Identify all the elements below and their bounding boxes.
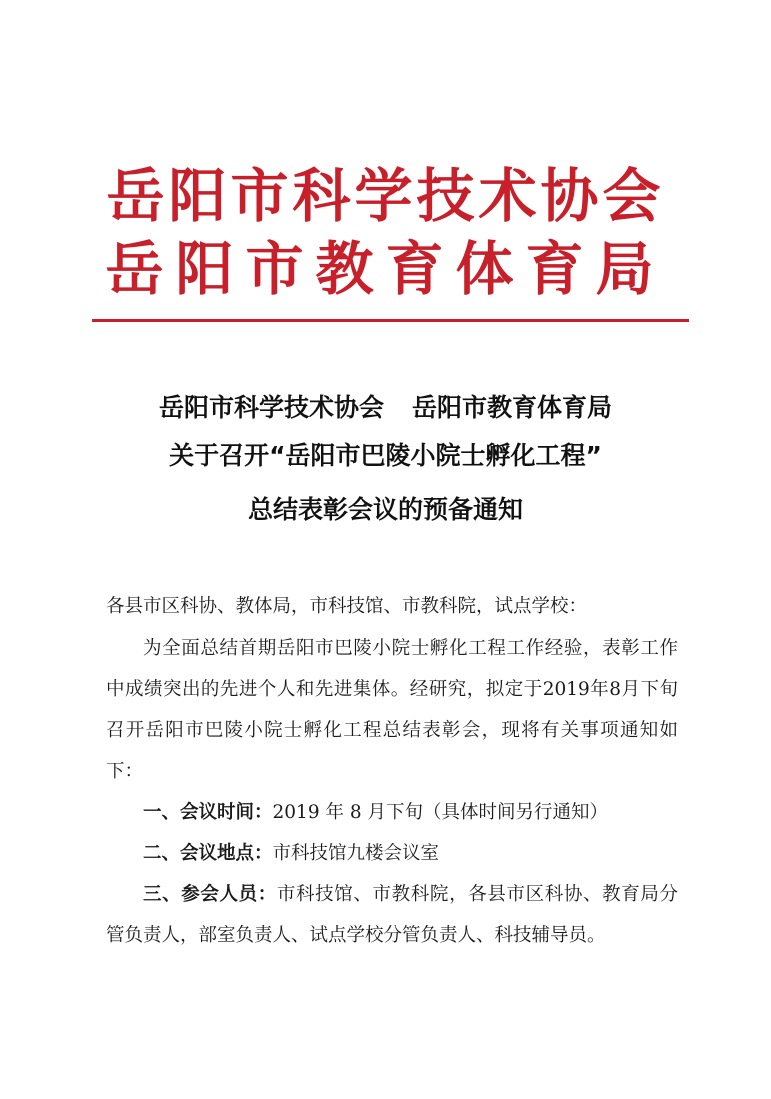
- item-label: 一、会议时间：: [143, 802, 273, 823]
- title-org-1: 岳阳市科学技术协会: [158, 393, 384, 422]
- title-org-2: 岳阳市教育体育局: [412, 393, 613, 422]
- intro-paragraph: 为全面总结首期岳阳市巴陵小院士孵化工程工作经验，表彰工作中成绩突出的先进个人和先进集体。经研究，拟定于2019年8月下旬召开岳阳市巴陵小院士孵化工程总结表彰会，现将有关事项通知如下：: [106, 638, 678, 782]
- item-text: 2019 年 8 月下旬（具体时间另行通知）: [272, 802, 609, 823]
- document-title-line-2: 关于召开“岳阳市巴陵小院士孵化工程”: [169, 441, 602, 470]
- red-header-divider: [92, 319, 689, 322]
- item-attendees: [106, 874, 678, 956]
- header-org-name-1: 岳阳市科学技术协会: [106, 162, 665, 230]
- item-meeting-time: [106, 792, 678, 833]
- item-meeting-place: [106, 833, 678, 874]
- item-label: 三、参会人员：: [143, 884, 277, 905]
- notice-body: [106, 628, 678, 956]
- item-text: 市科技馆九楼会议室: [272, 843, 440, 864]
- document-title-line-3: 总结表彰会议的预备通知: [247, 495, 523, 524]
- document-title-line-1: [0, 384, 771, 432]
- salutation: 各县市区科协、教体局，市科技馆、市教科院，试点学校：: [106, 596, 588, 617]
- item-text: 市科技馆、市教科院，各县市区科协、教育局分管负责人，部室负责人、试点学校分管负责人、科技辅导员。: [106, 884, 678, 946]
- item-label: 二、会议地点：: [143, 843, 273, 864]
- header-org-name-2: 岳阳市教育体育局: [105, 235, 666, 303]
